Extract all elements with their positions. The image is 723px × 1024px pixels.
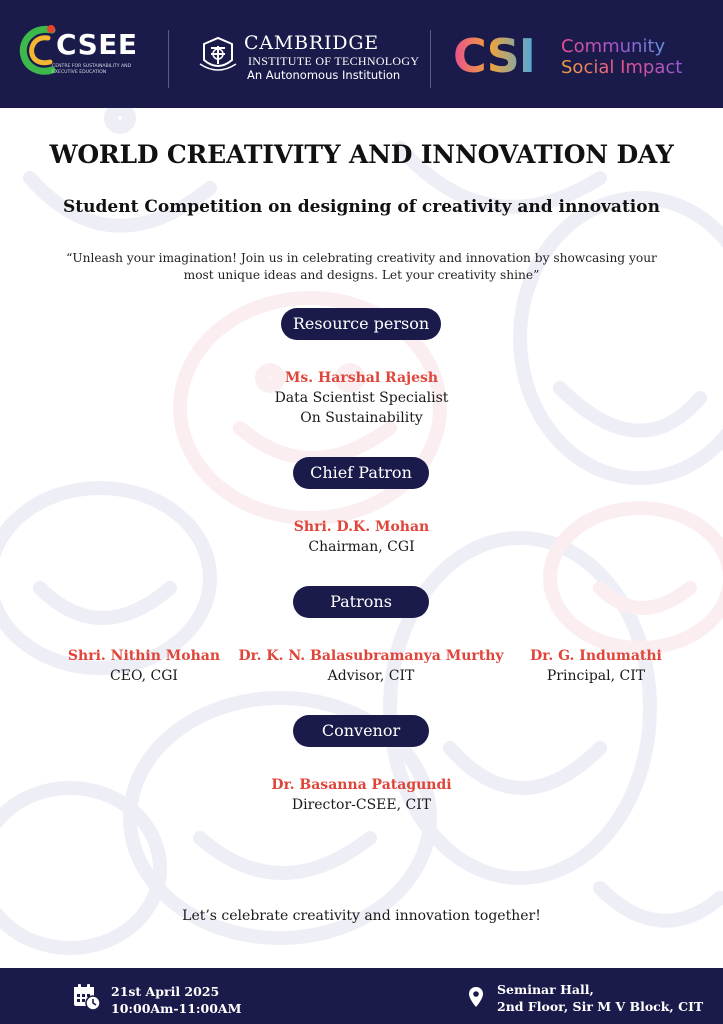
- csee-logo-text: CSEE: [56, 28, 138, 61]
- resource-person-heading: Resource person: [281, 308, 441, 340]
- header-bar: [0, 0, 723, 108]
- csi-logo-line1: Community: [561, 36, 682, 57]
- patron-role: Advisor, CIT: [327, 668, 415, 684]
- csi-logo: [453, 30, 703, 86]
- convenor-name: Dr. Basanna Patagundi: [271, 777, 452, 793]
- resource-person-role-detail: On Sustainability: [300, 410, 423, 426]
- calendar-clock-icon: [73, 983, 101, 1011]
- convenor-role: Director-CSEE, CIT: [291, 797, 432, 813]
- convenor-heading: Convenor: [293, 715, 429, 747]
- footer-bar: [0, 968, 723, 1024]
- chief-patron-name: Shri. D.K. Mohan: [293, 519, 430, 535]
- resource-person-role: Data Scientist Specialist: [274, 390, 449, 406]
- invitation-quote: “Unleash your imagination! Join us in celebrating creativity and innovation by showcasing your most unique ideas and designs. Let your creativity shine”: [66, 251, 657, 282]
- csi-logo-line2: Social Impact: [561, 57, 683, 78]
- csee-logo-subtitle: CENTRE FOR SUSTAINABILITY AND EXECUTIVE EDUCATION: [52, 64, 132, 75]
- main-content: [0, 108, 723, 968]
- header-divider: [430, 30, 431, 88]
- header-divider: [168, 30, 169, 88]
- cambridge-crest-icon: [198, 34, 238, 74]
- patron-role: CEO, CGI: [110, 668, 178, 684]
- resource-person-name: Ms. Harshal Rajesh: [284, 370, 439, 386]
- csi-logo-text: [561, 36, 682, 78]
- patron-name: Dr. K. N. Balasubramanya Murthy: [238, 648, 504, 664]
- patron-role: Principal, CIT: [546, 668, 646, 684]
- cambridge-logo-name: CAMBRIDGE: [244, 32, 379, 54]
- chief-patron-role: Chairman, CGI: [308, 539, 415, 555]
- closing-tagline: Let’s celebrate creativity and innovation together!: [182, 908, 541, 924]
- cambridge-logo: [198, 32, 420, 84]
- patron-name: Shri. Nithin Mohan: [67, 648, 221, 664]
- page-title: WORLD CREATIVITY AND INNOVATION DAY: [49, 140, 674, 169]
- cambridge-logo-tagline: An Autonomous Institution: [247, 68, 401, 82]
- patron-name: Dr. G. Indumathi: [530, 648, 662, 664]
- location-pin-icon: [468, 986, 484, 1008]
- event-time: 10:00Am-11:00AM: [111, 1001, 242, 1016]
- venue-location: 2nd Floor, Sir M V Block, CIT: [497, 999, 704, 1014]
- patrons-heading: Patrons: [293, 586, 429, 618]
- csee-logo: [18, 22, 148, 82]
- page-subtitle: Student Competition on designing of creativity and innovation: [63, 197, 660, 217]
- event-date: 21st April 2025: [111, 984, 220, 999]
- csi-logo-mark: CSI: [453, 29, 535, 83]
- venue-name: Seminar Hall,: [497, 982, 594, 997]
- cambridge-logo-subtitle: INSTITUTE OF TECHNOLOGY: [248, 54, 420, 68]
- chief-patron-heading: Chief Patron: [293, 457, 429, 489]
